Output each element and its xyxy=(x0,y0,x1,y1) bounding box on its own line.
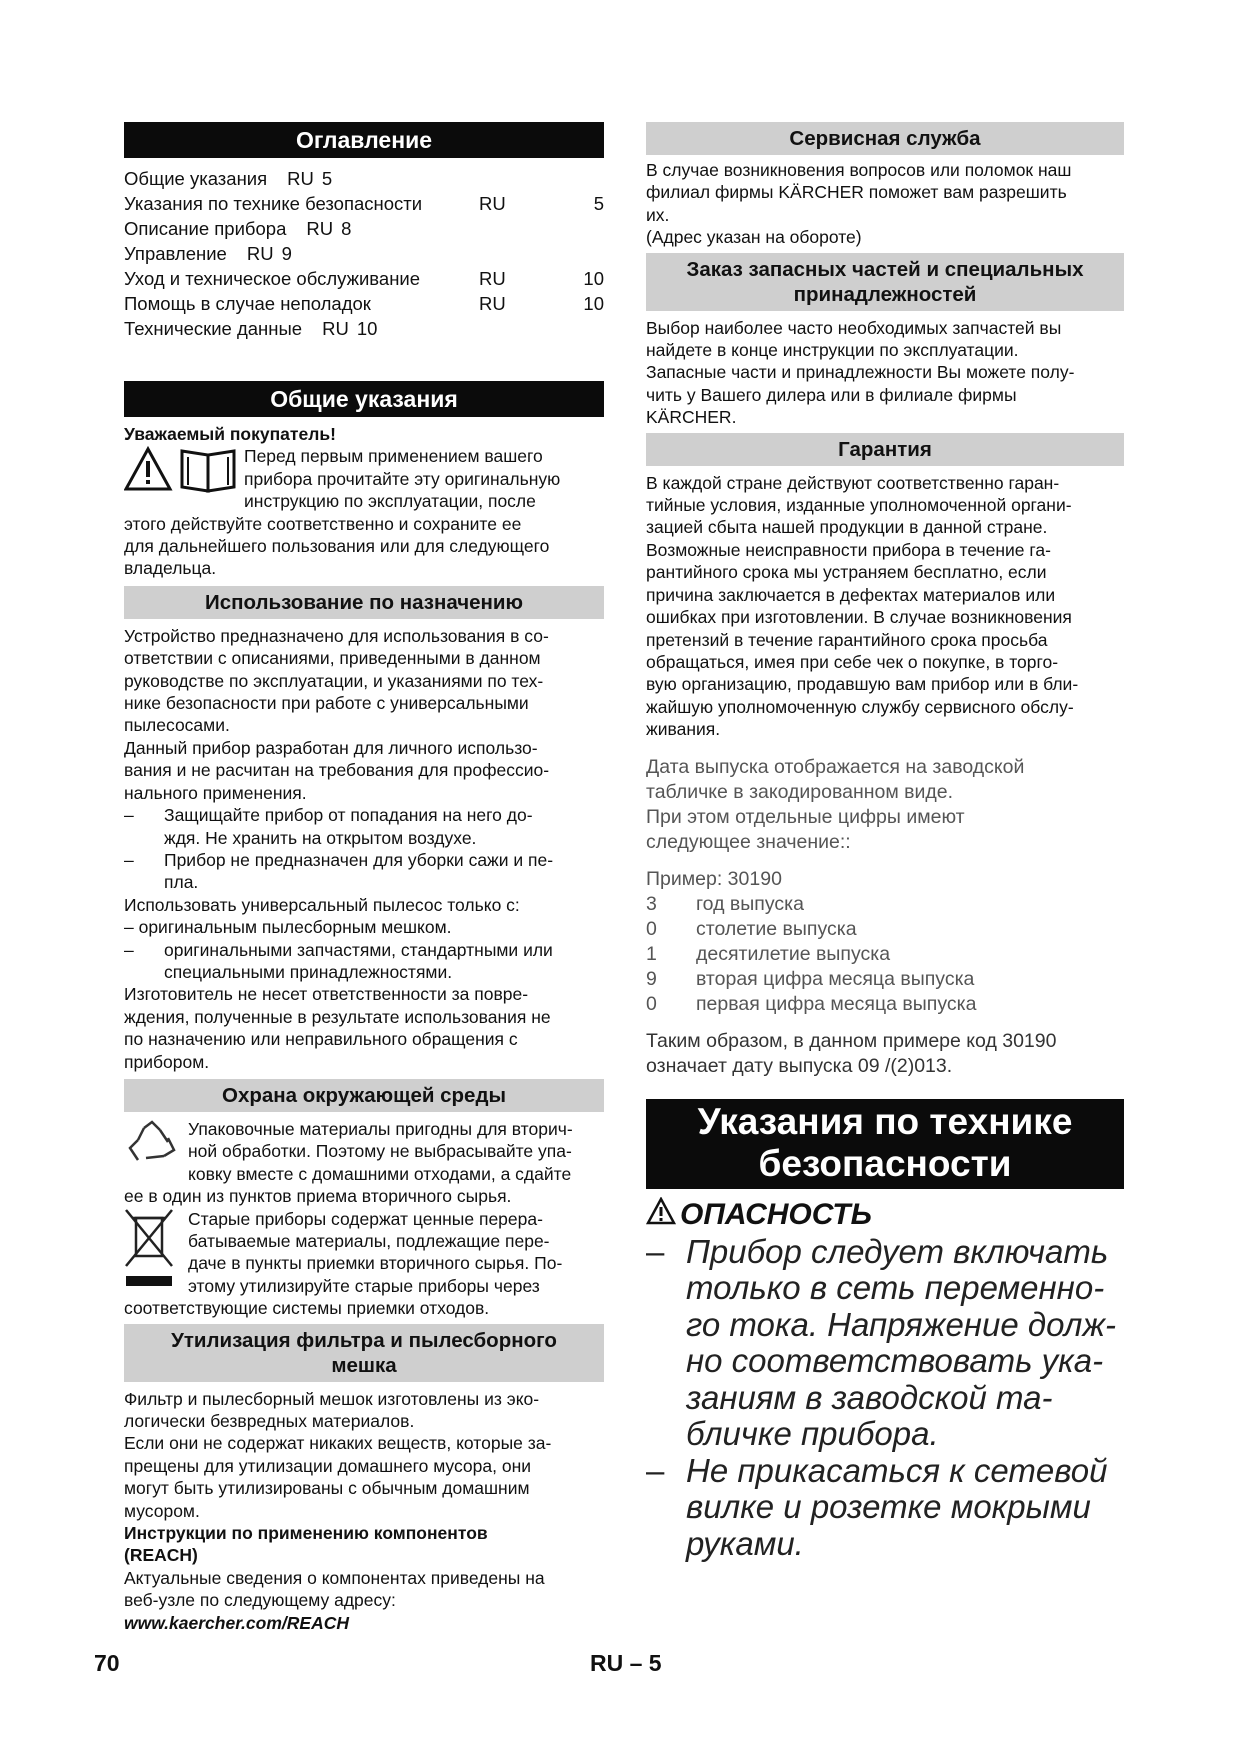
toc-item[interactable]: Указания по технике безопасности RU 5 xyxy=(124,193,604,214)
warning-triangle-icon xyxy=(646,1197,676,1234)
toc-item[interactable]: Технические данные RU 10 xyxy=(124,318,378,339)
usage-text: Устройство предназначено для использования в со- ответствии с описаниями, приведенными в данном руководстве по эксплуатации, и указаниями по тех- нике безопасности при работе с универсальными пылесосами. Данный прибор разработан для личного использо- вания и не расчитан на требования для профессио- нального применения. – Защищайте прибор от попадания на него до- ждя. Не хранить на открытом воздухе. – Прибор не предназначен для уборки сажи и пе- пла. Использовать универсальный пылесос только с: – оригинальным пылесборным мешком. – оригинальными запчастями, стандартными или специальными принадлежностями. Изготовитель не несет ответственности за повре- ждения, полученные в результате использования не по назначению или неправильного обращения с прибором. xyxy=(124,625,604,1073)
list-item: – Защищайте прибор от попадания на него до- ждя. Не хранить на открытом воздухе. xyxy=(124,805,533,848)
toc-item[interactable]: Уход и техническое обслуживание RU 10 xyxy=(124,268,604,289)
warranty-heading: Гарантия xyxy=(646,433,1124,466)
intro-block: Перед первым применением вашего прибора прочитайте эту оригинальную инструкцию по эксплуатации, после xyxy=(124,445,604,512)
crossed-bin-icon xyxy=(124,1208,188,1298)
toc-item[interactable]: Общие указания RU 5 xyxy=(124,168,333,189)
environment-heading: Охрана окружающей среды xyxy=(124,1079,604,1112)
reach-title: Инструкции по применению компонентов xyxy=(124,1523,488,1544)
toc-item[interactable]: Управление RU 9 xyxy=(124,243,292,264)
general-heading: Общие указания xyxy=(124,381,604,417)
list-item: – Прибор следует включать только в сеть переменно- го тока. Напряжение долж- но соответствовать ука- заниям в заводской та- бличке прибора. xyxy=(646,1232,1117,1453)
left-column: Оглавление Общие указания RU 5 Указания по технике безопасности RU 5 Описание прибора RU 8 Управление RU 9 Уход и техническое обслуживание RU 10 Помощь в случае неполадок RU 10 Технические данные RU 10 Общие указания Уважаемый покупатель! Перед первым применением вашего прибора прочитайте эту оригинальную инструкцию по эксплуатации, после этого действуйте соответственно и сохраните ее для дальнейшего пользования или для следующего владельца. Использование по назначению Устройство предназначено для использования в со- ответствии с описаниями, приведенными в данном руководстве по эксплуатации, и указаниями по тех- нике безопасности при работе с универсальными пылесосами. Данный прибор разработан для личного использо- вания и не расчитан на требования для профессио- нального применения. – Защищайте прибор от попадания на него до- ждя. Не хранить на открытом воздухе. – Прибор не предназначен для уборки сажи и пе- пла. Использовать универсальный пылесос только с: – оригинальным пылесборным мешком. – оригинальными запчастями, стандартными или специальными принадлежностями. Изготовитель не несет ответственности за повре- ждения, полученные в результате использования не по назначению или неправильного обращения с прибором. Охрана окружающей среды Упаковочные материалы пригодны для вторич- ной обработки. Поэтому не выбрасывайте упа- ковку вместе с домашними отходами, а сдайте ее в один из пунктов приема вторичного сырья. Старые приборы содержат ценные перера- батываемые материалы, подлежащие пере- даче в пункты приемки вторичного сырья. По- этому утилизируйте старые приборы через соответствующие системы приемки отходов. Утилизация фильтра и пылесборного мешка Фильтр и пылесборный мешок изготовлены из эко- логически безвредных материалов. Если они не содержат никаких веществ, которые за- прещены для утилизации домашнего мусора, они могут быть утилизированы с обычным домашним мусором. Инструкции по применению компонентов (REACH) Актуальные сведения о компонентах приведены на веб-узле по следующему адресу: www.kaercher.com/REACH xyxy=(124,122,604,1634)
toc-item[interactable]: Описание прибора RU 8 xyxy=(124,218,352,239)
date-code-block: Дата выпуска отображается на заводской табличке в закодированном виде. При этом отдельные цифры имеют следующее значение:: Пример: 30190 3 год выпуска 0 столетие выпуска 1 десятилетие выпуска 9 вторая цифра месяца выпуска 0 первая цифра месяца выпуска Таким образом, в данном примере код 30190 означает дату выпуска 09 /(2)013. xyxy=(646,755,1124,1079)
safety-heading: Указания по технике безопасности xyxy=(646,1099,1124,1189)
recycle-icon xyxy=(124,1118,188,1185)
warning-book-icon xyxy=(124,445,244,512)
disposal-heading: Утилизация фильтра и пылесборного мешка xyxy=(124,1324,604,1382)
service-heading: Сервисная служба xyxy=(646,122,1124,155)
list-item: 1 десятилетие выпуска xyxy=(646,942,891,965)
toc-item[interactable]: Помощь в случае неполадок RU 10 xyxy=(124,293,604,314)
list-item: – Прибор не предназначен для уборки сажи и пе- пла. xyxy=(124,849,554,893)
warranty-text: В каждой стране действуют соответственно гаран- тийные условия, изданные уполномоченной органи- зацией сбыта нашей продукции в данной стране. Возможные неисправности прибора в течение га- рантийного срока мы устраняем бесплатно, если причина заключается в дефектах материалов или ошибках при изготовлении. В случае возникновения претензий в течение гарантийного срока просьба обращаться, имея при себе чек о покупке, в торго- вую организацию, продавшую вам прибор или в бли- жайшую уполномоченную службу сервисного обслу- живания. xyxy=(646,472,1079,740)
page-number: 70 xyxy=(94,1650,120,1676)
danger-label: ОПАСНОСТЬ xyxy=(646,1197,1124,1234)
list-item: 9 вторая цифра месяца выпуска xyxy=(646,967,975,990)
list-item: – оригинальными запчастями, стандартными или специальными принадлежностями. xyxy=(124,939,553,982)
toc-heading: Оглавление xyxy=(124,122,604,158)
section-page-number: RU – 5 xyxy=(590,1650,662,1676)
list-item: 0 столетие выпуска xyxy=(646,917,857,940)
greeting: Уважаемый покупатель! xyxy=(124,424,336,444)
reach-link[interactable]: www.kaercher.com/REACH xyxy=(124,1612,349,1633)
parts-heading: Заказ запасных частей и специальных принадлежностей xyxy=(646,253,1124,311)
usage-heading: Использование по назначению xyxy=(124,586,604,619)
list-item: – Не прикасаться к сетевой вилке и розетке мокрыми руками. xyxy=(646,1451,1108,1562)
list-item: 3 год выпуска xyxy=(646,892,804,915)
table-of-contents xyxy=(124,166,604,341)
list-item: 0 первая цифра месяца выпуска xyxy=(646,992,977,1015)
right-column: Сервисная служба В случае возникновения вопросов или поломок наш филиал фирмы KÄRCHER поможет вам разрешить их. (Адрес указан на обороте) Заказ запасных частей и специальных принадлежностей Выбор наиболее часто необходимых запчастей вы найдете в конце инструкции по эксплуатации. Запасные части и принадлежности Вы можете полу- чить у Вашего дилера или в филиале фирмы KÄRCHER. Гарантия В каждой стране действуют соответственно гаран- тийные условия, изданные уполномоченной органи- зацией сбыта нашей продукции в данной стране. Возможные неисправности прибора в течение га- рантийного срока мы устраняем бесплатно, если причина заключается в дефектах материалов или ошибках при изготовлении. В случае возникновения претензий в течение гарантийного срока просьба обращаться, имея при себе чек о покупке, в торго- вую организацию, продавшую вам прибор или в бли- жайшую уполномоченную службу сервисного обслу- живания. Дата выпуска отображается на заводской табличке в закодированном виде. При этом отдельные цифры имеют следующее значение:: Пример: 30190 3 год выпуска 0 столетие выпуска 1 десятилетие выпуска 9 вторая цифра месяца выпуска 0 первая цифра месяца выпуска Таким образом, в данном примере код 30190 означает дату выпуска 09 /(2)013. Указания по технике безопасности ОПАСНОСТЬ – Прибор следует включать только в сеть переменно- го тока. Напряжение долж- но соответствовать ука- заниям в заводской та- бличке прибора. – Не прикасаться к сетевой вилке и розетке мокрыми руками. xyxy=(646,122,1124,1562)
date-code-example: Пример: 30190 xyxy=(646,867,782,890)
